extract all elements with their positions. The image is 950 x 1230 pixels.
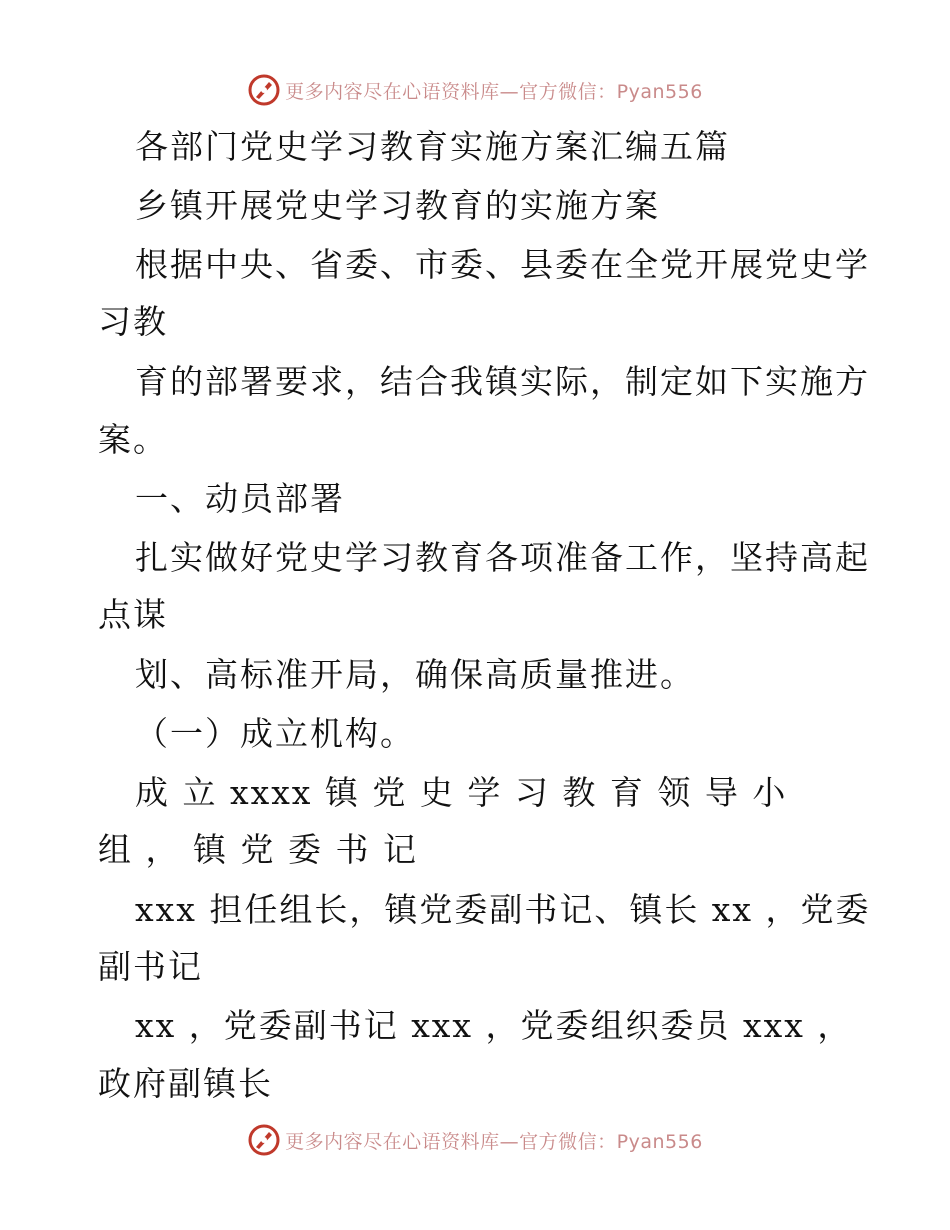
paragraph-line: 成 立 xxxx 镇 党 史 学 习 教 育 领 导 小 <box>135 773 788 812</box>
paragraph-line: 育的部署要求，结合我镇实际，制定如下实施方 <box>135 362 870 401</box>
paragraph-line: 划、高标准开局，确保高质量推进。 <box>135 655 695 694</box>
paragraph-line: 副书记 <box>98 947 203 986</box>
footer-watermark-banner <box>0 1120 950 1160</box>
red-seal-pen-icon <box>247 73 281 107</box>
paragraph-line: 政府副镇长 <box>98 1064 273 1103</box>
section-heading: 一、动员部署 <box>135 479 345 518</box>
subsection-heading: （一）成立机构。 <box>135 714 415 753</box>
paragraph-line: 根据中央、省委、市委、县委在全党开展党史学 <box>135 245 870 284</box>
paragraph-line: xx ，党委副书记 xxx ，党委组织委员 xxx ， <box>135 1006 853 1045</box>
paragraph-line: 点谋 <box>98 595 168 634</box>
red-seal-pen-icon <box>247 1123 281 1157</box>
paragraph-line: 扎实做好党史学习教育各项准备工作，坚持高起 <box>135 538 870 577</box>
paragraph-line: 习教 <box>98 302 168 341</box>
paragraph-line: 案。 <box>98 420 168 459</box>
document-title: 各部门党史学习教育实施方案汇编五篇 <box>135 127 730 166</box>
paragraph-line: xxx 担任组长，镇党委副书记、镇长 xx ，党委 <box>135 890 871 929</box>
header-watermark-text: 更多内容尽在心语资料库—官方微信：Pyan556 <box>285 80 703 103</box>
header-watermark-banner <box>0 70 950 110</box>
footer-watermark-text: 更多内容尽在心语资料库—官方微信：Pyan556 <box>285 1130 703 1153</box>
paragraph-line: 组 ， 镇 党 委 书 记 <box>98 830 418 869</box>
section-subtitle: 乡镇开展党史学习教育的实施方案 <box>135 186 660 225</box>
